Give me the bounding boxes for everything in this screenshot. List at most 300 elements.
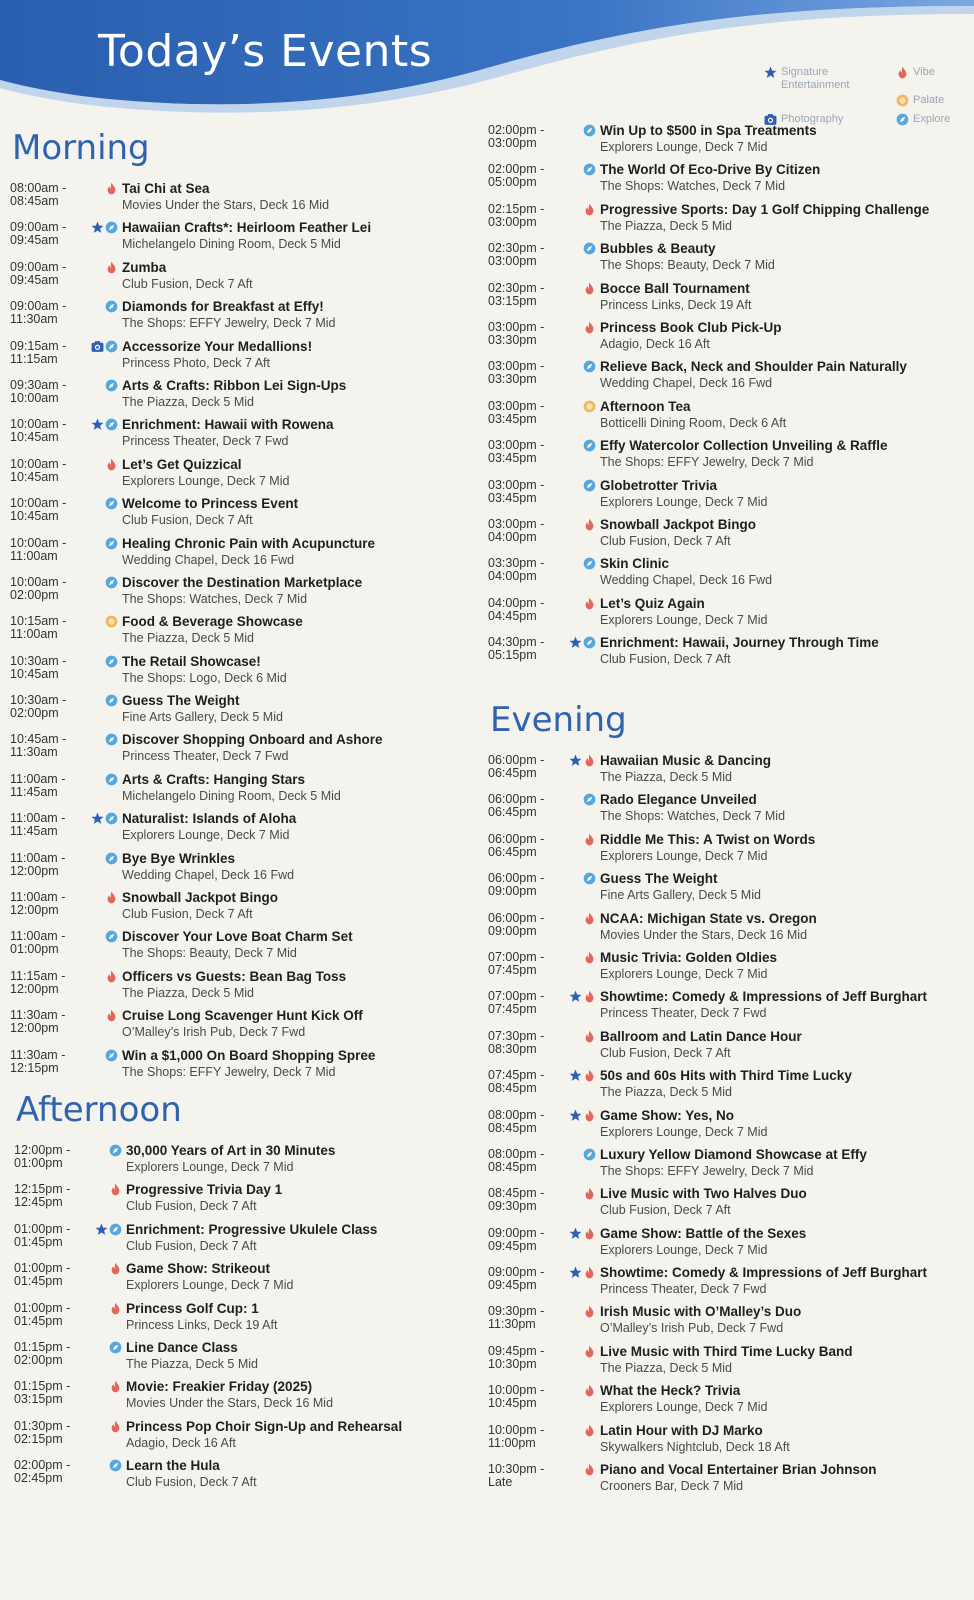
event-title: Luxury Yellow Diamond Showcase at Effy [600, 1146, 867, 1162]
event-end-time: 03:30pm [488, 372, 537, 387]
flame-icon [583, 990, 596, 1003]
event-row[interactable] [10, 613, 470, 652]
event-row[interactable] [488, 752, 964, 791]
event-location: Adagio, Deck 16 Aft [600, 336, 710, 351]
event-location: Explorers Lounge, Deck 7 Mid [122, 828, 290, 843]
event-start-time: 06:00pm - [488, 792, 545, 807]
flame-icon [583, 1030, 596, 1043]
event-category-icons [98, 1378, 126, 1417]
event-location: Movies Under the Stars, Deck 16 Mid [600, 927, 808, 942]
event-time [488, 477, 572, 516]
event-location: Club Fusion, Deck 7 Aft [122, 907, 253, 922]
event-start-time: 01:15pm - [14, 1339, 71, 1354]
event-details [600, 791, 964, 830]
event-time [10, 692, 94, 731]
event-details [122, 377, 470, 416]
event-title: Line Dance Class [126, 1339, 238, 1355]
event-category-icons [572, 516, 600, 555]
event-end-time: 03:00pm [488, 254, 537, 269]
event-end-time: 11:30pm [488, 1317, 536, 1332]
explore-icon [105, 655, 118, 668]
event-category-icons [94, 1007, 122, 1046]
event-time [10, 810, 94, 849]
event-time [10, 613, 94, 652]
event-category-icons [572, 949, 600, 988]
event-row[interactable] [488, 516, 964, 555]
flame-icon [583, 1384, 596, 1397]
explore-icon [105, 694, 118, 707]
event-row[interactable] [14, 1457, 474, 1496]
explore-icon [109, 1459, 122, 1472]
event-row[interactable] [488, 398, 964, 437]
event-row[interactable] [10, 298, 470, 337]
event-row[interactable] [10, 810, 470, 849]
event-end-time: 03:00pm [488, 214, 537, 229]
event-category-icons [98, 1260, 126, 1299]
event-time [14, 1260, 98, 1299]
event-start-time: 02:00pm - [488, 123, 545, 137]
event-details [600, 1028, 964, 1067]
event-row[interactable] [10, 692, 470, 731]
event-location: O’Malley’s Irish Pub, Deck 7 Fwd [600, 1321, 784, 1336]
event-details [600, 1461, 964, 1500]
event-row[interactable] [488, 910, 964, 949]
event-end-time: 11:45am [10, 824, 58, 839]
event-row[interactable] [14, 1142, 474, 1181]
event-title: Snowball Jackpot Bingo [600, 516, 757, 532]
event-location: Club Fusion, Deck 7 Aft [600, 1045, 731, 1060]
event-details [122, 219, 470, 258]
event-row[interactable] [488, 161, 964, 200]
event-end-time: 11:30am [10, 312, 58, 327]
event-row[interactable] [488, 870, 964, 909]
event-row[interactable] [488, 319, 964, 358]
explore-icon [583, 872, 596, 885]
legend-label: Vibe [913, 66, 935, 78]
event-details [600, 752, 964, 791]
event-details [600, 1264, 964, 1303]
event-title: Showtime: Comedy & Impressions of Jeff Burghart [600, 989, 928, 1005]
event-details [126, 1221, 474, 1260]
event-row[interactable] [488, 791, 964, 830]
event-title: Bubbles & Beauty [600, 241, 716, 257]
star-icon [569, 1069, 582, 1082]
explore-icon [105, 576, 118, 589]
event-time [488, 595, 572, 634]
event-row[interactable] [10, 771, 470, 810]
event-title: Live Music with Two Halves Duo [600, 1186, 807, 1202]
event-start-time: 11:00am - [10, 850, 66, 865]
event-details [600, 1067, 964, 1106]
event-row[interactable] [10, 219, 470, 258]
event-row[interactable] [488, 1303, 964, 1342]
event-category-icons [572, 988, 600, 1027]
section-evening [488, 700, 964, 1500]
event-start-time: 07:00pm - [488, 989, 545, 1004]
camera-icon [91, 340, 104, 353]
flame-icon [583, 1463, 596, 1476]
event-title: Officers vs Guests: Bean Bag Toss [122, 968, 347, 984]
event-row[interactable] [488, 1107, 964, 1146]
palate-icon [896, 94, 909, 107]
event-row[interactable] [10, 338, 470, 377]
event-time [10, 850, 94, 889]
event-end-time: 05:00pm [488, 175, 537, 190]
event-row[interactable] [488, 1461, 964, 1500]
event-title: NCAA: Michigan State vs. Oregon [600, 910, 817, 926]
event-title: Skin Clinic [600, 556, 670, 572]
event-category-icons [572, 280, 600, 319]
event-time [488, 1382, 572, 1421]
event-row[interactable] [488, 437, 964, 476]
event-start-time: 10:00am - [10, 417, 67, 432]
section-title-evening: Evening [490, 700, 627, 740]
event-row[interactable] [10, 377, 470, 416]
event-details [122, 298, 470, 337]
event-title: Ballroom and Latin Dance Hour [600, 1028, 802, 1044]
event-row[interactable] [14, 1418, 474, 1457]
event-time [488, 437, 572, 476]
event-end-time: 04:45pm [488, 608, 537, 623]
event-location: Princess Theater, Deck 7 Fwd [600, 1282, 767, 1297]
event-end-time: 06:45pm [488, 805, 537, 820]
event-time [488, 634, 572, 673]
event-time [10, 259, 94, 298]
event-title: Learn the Hula [126, 1458, 220, 1474]
event-details [122, 771, 470, 810]
event-location: The Piazza, Deck 5 Mid [122, 631, 254, 646]
event-row[interactable] [488, 1067, 964, 1106]
event-row[interactable] [10, 1047, 470, 1086]
event-row[interactable] [10, 731, 470, 770]
legend-label: Palate [913, 94, 945, 106]
flame-icon [583, 1305, 596, 1318]
event-location: Explorers Lounge, Deck 7 Mid [600, 1124, 768, 1139]
flame-icon [105, 1009, 118, 1022]
flame-icon [583, 833, 596, 846]
event-location: Fine Arts Gallery, Deck 5 Mid [122, 710, 283, 725]
event-row[interactable] [10, 495, 470, 534]
event-title: Showtime: Comedy & Impressions of Jeff Burghart [600, 1265, 928, 1281]
event-start-time: 11:15am - [10, 968, 66, 983]
flame-icon [105, 182, 118, 195]
explore-icon [583, 439, 596, 452]
event-category-icons [572, 752, 600, 791]
event-row[interactable] [488, 595, 964, 634]
event-details [126, 1339, 474, 1378]
event-time [488, 319, 572, 358]
event-time [10, 535, 94, 574]
event-time [488, 870, 572, 909]
event-row[interactable] [10, 259, 470, 298]
event-time [10, 928, 94, 967]
event-time [488, 1107, 572, 1146]
explore-icon [583, 1148, 596, 1161]
explore-icon [105, 852, 118, 865]
event-row[interactable] [10, 574, 470, 613]
event-category-icons [98, 1457, 126, 1496]
event-title: Discover the Destination Marketplace [122, 574, 363, 590]
event-end-time: 07:45pm [488, 1002, 537, 1017]
event-location: Explorers Lounge, Deck 7 Mid [600, 1400, 768, 1415]
event-time [488, 949, 572, 988]
event-details [600, 634, 964, 673]
event-start-time: 10:00am - [10, 496, 67, 511]
section-morning [10, 128, 470, 1086]
event-details [126, 1260, 474, 1299]
explore-icon [105, 418, 118, 431]
palate-icon [583, 400, 596, 413]
explore-icon [109, 1223, 122, 1236]
event-row[interactable] [488, 1343, 964, 1382]
event-row[interactable] [488, 280, 964, 319]
event-row[interactable] [488, 1225, 964, 1264]
event-row[interactable] [10, 416, 470, 455]
event-time [10, 889, 94, 928]
event-location: Wedding Chapel, Deck 16 Fwd [600, 573, 773, 588]
event-details [122, 692, 470, 731]
event-time [14, 1378, 98, 1417]
event-time [10, 180, 94, 219]
event-row[interactable] [488, 988, 964, 1027]
event-start-time: 02:00pm - [14, 1458, 71, 1473]
event-title: Bye Bye Wrinkles [122, 850, 236, 866]
event-title: 30,000 Years of Art in 30 Minutes [126, 1143, 336, 1158]
event-category-icons [572, 1146, 600, 1185]
event-row[interactable] [14, 1181, 474, 1220]
event-time [14, 1221, 98, 1260]
event-title: Tai Chi at Sea [122, 181, 210, 196]
event-time [10, 377, 94, 416]
event-details [600, 398, 964, 437]
event-row[interactable] [10, 1007, 470, 1046]
event-category-icons [572, 1422, 600, 1461]
event-row[interactable] [10, 456, 470, 495]
event-start-time: 10:45am - [10, 732, 67, 747]
event-row[interactable] [14, 1378, 474, 1417]
event-title: Effy Watercolor Collection Unveiling & Raffle [600, 438, 888, 454]
event-row[interactable] [488, 831, 964, 870]
event-end-time: 10:45am [10, 469, 59, 484]
event-start-time: 11:30am - [10, 1008, 66, 1023]
event-category-icons [94, 692, 122, 731]
event-location: The Shops: Beauty, Deck 7 Mid [122, 946, 297, 961]
event-time [488, 1225, 572, 1264]
event-title: Princess Book Club Pick-Up [600, 319, 782, 335]
event-details [122, 810, 470, 849]
event-start-time: 01:30pm - [14, 1418, 71, 1433]
event-location: O’Malley’s Irish Pub, Deck 7 Fwd [122, 1025, 306, 1040]
event-start-time: 10:00pm - [488, 1383, 545, 1398]
event-end-time: 03:15pm [488, 293, 537, 308]
event-start-time: 12:00pm - [14, 1143, 71, 1157]
event-location: Club Fusion, Deck 7 Aft [126, 1238, 257, 1253]
palate-icon [105, 615, 118, 628]
event-category-icons [572, 398, 600, 437]
event-start-time: 10:00am - [10, 456, 67, 471]
event-category-icons [94, 377, 122, 416]
event-row[interactable] [10, 653, 470, 692]
star-icon [569, 636, 582, 649]
event-start-time: 02:00pm - [488, 162, 545, 177]
flame-icon [105, 261, 118, 274]
event-location: Explorers Lounge, Deck 7 Mid [600, 966, 768, 981]
event-start-time: 09:00am - [10, 259, 67, 274]
event-row[interactable] [488, 201, 964, 240]
event-title: Let’s Quiz Again [600, 595, 705, 611]
event-start-time: 03:00pm - [488, 398, 545, 413]
event-end-time: 04:00pm [488, 529, 537, 544]
event-row[interactable] [488, 240, 964, 279]
event-start-time: 03:00pm - [488, 477, 545, 492]
event-title: Accessorize Your Medallions! [122, 338, 313, 354]
event-start-time: 03:00pm - [488, 359, 545, 374]
event-row[interactable] [488, 555, 964, 594]
event-category-icons [94, 771, 122, 810]
event-details [122, 338, 470, 377]
event-start-time: 11:00am - [10, 890, 66, 905]
event-time [488, 398, 572, 437]
event-details [600, 319, 964, 358]
event-row[interactable] [10, 180, 470, 219]
section-title-afternoon: Afternoon [16, 1090, 182, 1130]
event-details [600, 516, 964, 555]
event-start-time: 11:00am - [10, 811, 66, 826]
event-end-time: 06:45pm [488, 844, 537, 859]
event-end-time: 12:00pm [10, 863, 59, 878]
flame-icon [583, 203, 596, 216]
event-category-icons [572, 634, 600, 673]
event-location: The Piazza, Deck 5 Mid [122, 985, 254, 1000]
explore-icon [583, 557, 596, 570]
event-row[interactable] [488, 949, 964, 988]
star-icon [91, 418, 104, 431]
event-end-time: 02:00pm [14, 1352, 63, 1367]
event-time [14, 1181, 98, 1220]
event-row[interactable] [488, 1422, 964, 1461]
event-start-time: 07:45pm - [488, 1068, 545, 1083]
event-time [14, 1300, 98, 1339]
event-location: Princess Theater, Deck 7 Fwd [122, 434, 289, 449]
event-time [488, 516, 572, 555]
event-location: The Shops: EFFY Jewelry, Deck 7 Mid [600, 1163, 814, 1178]
event-title: Princess Golf Cup: 1 [126, 1300, 259, 1316]
event-start-time: 02:15pm - [488, 201, 545, 216]
event-location: Adagio, Deck 16 Aft [126, 1435, 236, 1450]
event-category-icons [94, 810, 122, 849]
event-start-time: 09:30pm - [488, 1304, 545, 1319]
event-row[interactable] [488, 358, 964, 397]
event-category-icons [94, 416, 122, 455]
event-end-time: 10:30pm [488, 1356, 537, 1371]
event-title: Zumba [122, 259, 167, 275]
event-title: Princess Pop Choir Sign-Up and Rehearsal [126, 1418, 403, 1434]
flame-icon [583, 912, 596, 925]
event-location: Explorers Lounge, Deck 7 Mid [126, 1160, 294, 1174]
event-row[interactable] [10, 968, 470, 1007]
event-start-time: 09:15am - [10, 338, 67, 353]
event-end-time: 08:45pm [488, 1081, 537, 1096]
event-location: Club Fusion, Deck 7 Aft [126, 1199, 257, 1214]
event-row[interactable] [10, 535, 470, 574]
event-category-icons [94, 731, 122, 770]
event-time [488, 1422, 572, 1461]
event-row[interactable] [10, 850, 470, 889]
event-start-time: 10:30am - [10, 693, 67, 708]
event-title: Riddle Me This: A Twist on Words [600, 831, 816, 847]
event-start-time: 03:00pm - [488, 319, 545, 334]
event-start-time: 10:00pm - [488, 1422, 545, 1437]
event-row[interactable] [488, 1146, 964, 1185]
event-row[interactable] [488, 122, 964, 161]
event-title: Let’s Get Quizzical [122, 456, 242, 472]
event-row[interactable] [10, 889, 470, 928]
event-details [126, 1418, 474, 1457]
event-row[interactable] [488, 1382, 964, 1421]
event-details [600, 1146, 964, 1185]
event-row[interactable] [14, 1300, 474, 1339]
event-location: Club Fusion, Deck 7 Aft [600, 1203, 731, 1218]
event-location: The Piazza, Deck 5 Mid [126, 1356, 258, 1371]
event-category-icons [94, 574, 122, 613]
event-row[interactable] [488, 1028, 964, 1067]
event-row[interactable] [14, 1221, 474, 1260]
flame-icon [109, 1302, 122, 1315]
event-title: Latin Hour with DJ Marko [600, 1422, 763, 1438]
flame-icon [105, 970, 118, 983]
event-row[interactable] [488, 634, 964, 673]
event-end-time: 08:30pm [488, 1041, 537, 1056]
event-category-icons [94, 338, 122, 377]
explore-icon [105, 733, 118, 746]
event-title: Guess The Weight [122, 693, 240, 709]
event-category-icons [572, 1028, 600, 1067]
event-end-time: 03:30pm [488, 332, 537, 347]
event-row[interactable] [10, 928, 470, 967]
event-category-icons [572, 1264, 600, 1303]
event-details [122, 850, 470, 889]
flame-icon [583, 1345, 596, 1358]
event-time [10, 416, 94, 455]
event-time [10, 456, 94, 495]
event-details [122, 495, 470, 534]
event-title: Music Trivia: Golden Oldies [600, 949, 778, 965]
event-end-time: 09:45am [10, 233, 59, 248]
event-end-time: 11:00am [10, 548, 58, 563]
event-category-icons [98, 1339, 126, 1378]
event-details [122, 456, 470, 495]
events-list-morning [10, 180, 470, 1086]
event-time [488, 988, 572, 1027]
event-location: Crooners Bar, Deck 7 Mid [600, 1479, 744, 1494]
event-details [122, 613, 470, 652]
event-start-time: 12:15pm - [14, 1182, 71, 1197]
event-start-time: 07:00pm - [488, 949, 545, 964]
event-row[interactable] [488, 1185, 964, 1224]
event-row[interactable] [14, 1260, 474, 1299]
event-time [10, 219, 94, 258]
event-end-time: 10:45am [10, 430, 59, 445]
explore-icon [105, 340, 118, 353]
event-details [600, 988, 964, 1027]
event-title: Afternoon Tea [600, 398, 691, 414]
explore-icon [105, 930, 118, 943]
event-time [488, 1028, 572, 1067]
event-row[interactable] [14, 1339, 474, 1378]
event-row[interactable] [488, 1264, 964, 1303]
event-end-time: 05:15pm [488, 648, 537, 663]
event-row[interactable] [488, 477, 964, 516]
